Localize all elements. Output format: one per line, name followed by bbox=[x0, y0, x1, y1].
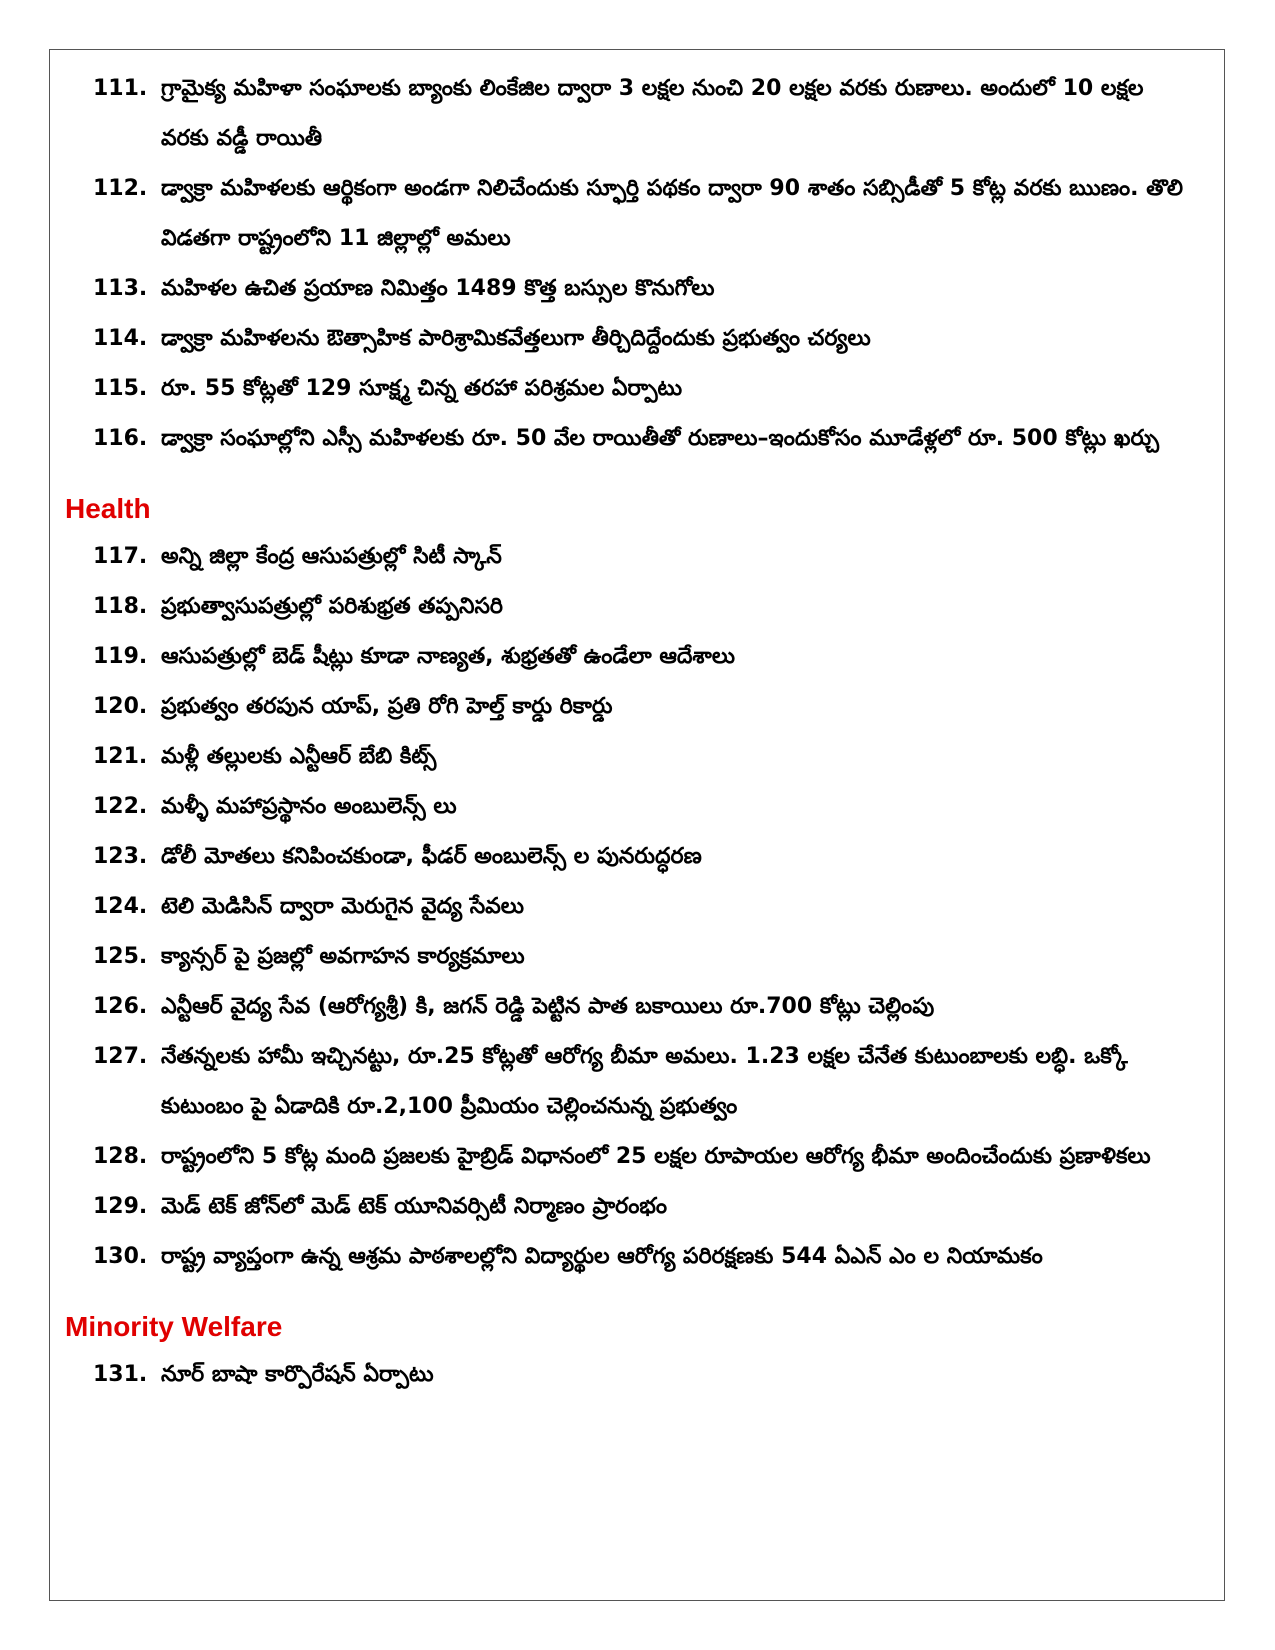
list-item bbox=[65, 832, 1185, 882]
item-text: డ్వాక్రా మహిళలను ఔత్సాహిక పారిశ్రామికవేత్తలుగా తీర్చిదిద్దేందుకు ప్రభుత్వం చర్యలు bbox=[161, 326, 871, 351]
item-number: 126. bbox=[93, 994, 148, 1019]
list-item bbox=[65, 164, 1185, 264]
item-text: డోలీ మోతలు కనిపించకుండా, ఫీడర్ అంబులెన్స్ ల పునరుద్ధరణ bbox=[161, 844, 702, 869]
list-item bbox=[65, 1350, 1185, 1400]
list-minority-welfare bbox=[65, 1350, 1185, 1400]
list-item bbox=[65, 932, 1185, 982]
list-item bbox=[65, 682, 1185, 732]
item-text: ఆసుపత్రుల్లో బెడ్ షీట్లు కూడా నాణ్యత, శుభ్రతతో ఉండేలా ఆదేశాలు bbox=[161, 644, 736, 669]
item-text: రాష్ట్ర వ్యాప్తంగా ఉన్న ఆశ్రమ పాఠశాలల్లోని విద్యార్థుల ఆరోగ్య పరిరక్షణకు 544 ఏఎన్ ఎం ల నియామకం bbox=[161, 1244, 1043, 1269]
list-item bbox=[65, 64, 1185, 164]
item-text: ఎన్టీఆర్ వైద్య సేవ (ఆరోగ్యశ్రీ) కి, జగన్ రెడ్డి పెట్టిన పాత బకాయిలు రూ.700 కోట్లు చెల్లింపు bbox=[161, 994, 935, 1019]
item-text: అన్ని జిల్లా కేంద్ర ఆసుపత్రుల్లో సిటీ స్కాన్ bbox=[161, 544, 502, 569]
list-item bbox=[65, 1232, 1185, 1282]
item-number: 121. bbox=[93, 744, 148, 769]
list-health bbox=[65, 532, 1185, 1282]
item-text: డ్వాక్రా సంఘాల్లోని ఎస్సీ మహిళలకు రూ. 50 వేల రాయితీతో రుణాలు–ఇందుకోసం మూడేళ్లలో రూ. 500 కోట్లు ఖర్చు bbox=[161, 426, 1160, 451]
item-text: నేతన్నలకు హామీ ఇచ్చినట్టు, రూ.25 కోట్లతో ఆరోగ్య బీమా అమలు. 1.23 లక్షల చేనేత కుటుంబాలకు లబ్ధి. ఒక్కో కుటుంబం పై ఏడాదికి రూ.2,100 ప్రీమియం చెల్లించనున్న ప్రభుత్వం bbox=[161, 1044, 1128, 1119]
item-text: ప్రభుత్వాసుపత్రుల్లో పరిశుభ్రత తప్పనిసరి bbox=[161, 594, 503, 619]
item-text: డ్వాక్రా మహిళలకు ఆర్థికంగా అండగా నిలిచేందుకు స్ఫూర్తి పథకం ద్వారా 90 శాతం సబ్సిడీతో 5 కోట్ల వరకు ఋణం. తొలి విడతగా రాష్ట్రంలోని 11 జిల్లాల్లో అమలు bbox=[161, 176, 1184, 251]
item-number: 131. bbox=[93, 1362, 148, 1387]
item-number: 123. bbox=[93, 844, 148, 869]
item-text: ప్రభుత్వం తరపున యాప్, ప్రతి రోగి హెల్త్ కార్డు రికార్డు bbox=[161, 694, 613, 719]
list-item bbox=[65, 882, 1185, 932]
list-item bbox=[65, 364, 1185, 414]
item-number: 111. bbox=[93, 76, 148, 101]
section-heading-health: Health bbox=[65, 493, 151, 524]
list-item bbox=[65, 532, 1185, 582]
section-heading-minority-welfare: Minority Welfare bbox=[65, 1311, 283, 1342]
item-number: 115. bbox=[93, 376, 148, 401]
list-item bbox=[65, 782, 1185, 832]
item-number: 117. bbox=[93, 544, 148, 569]
item-number: 112. bbox=[93, 176, 148, 201]
item-text: మహిళల ఉచిత ప్రయాణ నిమిత్తం 1489 కొత్త బస్సుల కొనుగోలు bbox=[161, 276, 715, 301]
section-spacer bbox=[65, 1282, 1185, 1304]
list-item bbox=[65, 732, 1185, 782]
list-item bbox=[65, 982, 1185, 1032]
item-text: మళ్ళీ మహాప్రస్థానం అంబులెన్స్ లు bbox=[161, 794, 457, 819]
item-number: 122. bbox=[93, 794, 148, 819]
list-item bbox=[65, 582, 1185, 632]
item-number: 124. bbox=[93, 894, 148, 919]
section-spacer bbox=[65, 464, 1185, 486]
list-item bbox=[65, 632, 1185, 682]
list-item bbox=[65, 1132, 1185, 1182]
item-text: గ్రామైక్య మహిళా సంఘాలకు బ్యాంకు లింకేజిల ద్వారా 3 లక్షల నుంచి 20 లక్షల వరకు రుణాలు. అందులో 10 లక్షల వరకు వడ్డీ రాయితీ bbox=[161, 76, 1144, 151]
list-item bbox=[65, 414, 1185, 464]
item-number: 114. bbox=[93, 326, 148, 351]
item-text: నూర్ బాషా కార్పొరేషన్ ఏర్పాటు bbox=[161, 1362, 434, 1387]
list-women-welfare bbox=[65, 64, 1185, 464]
item-number: 130. bbox=[93, 1244, 148, 1269]
list-item bbox=[65, 1032, 1185, 1132]
document-body bbox=[65, 64, 1185, 1400]
item-number: 127. bbox=[93, 1044, 148, 1069]
item-text: టెలి మెడిసిన్ ద్వారా మెరుగైన వైద్య సేవలు bbox=[161, 894, 525, 919]
item-text: మెడ్ టెక్ జోన్‌లో మెడ్ టెక్ యూనివర్సిటీ నిర్మాణం ప్రారంభం bbox=[161, 1194, 668, 1219]
item-number: 119. bbox=[93, 644, 148, 669]
item-text: రాష్ట్రంలోని 5 కోట్ల మంది ప్రజలకు హైబ్రిడ్ విధానంలో 25 లక్షల రూపాయల ఆరోగ్య భీమా అందించేందుకు ప్రణాళికలు bbox=[161, 1144, 1151, 1169]
item-number: 116. bbox=[93, 426, 148, 451]
item-text: రూ. 55 కోట్లతో 129 సూక్ష్మ చిన్న తరహా పరిశ్రమల ఏర్పాటు bbox=[161, 376, 683, 401]
list-item bbox=[65, 264, 1185, 314]
item-number: 113. bbox=[93, 276, 148, 301]
item-number: 129. bbox=[93, 1194, 148, 1219]
list-item bbox=[65, 1182, 1185, 1232]
item-number: 125. bbox=[93, 944, 148, 969]
item-number: 118. bbox=[93, 594, 148, 619]
item-text: మళ్లీ తల్లులకు ఎన్టీఆర్ బేబి కిట్స్ bbox=[161, 744, 437, 769]
item-number: 128. bbox=[93, 1144, 148, 1169]
list-item bbox=[65, 314, 1185, 364]
item-number: 120. bbox=[93, 694, 148, 719]
item-text: క్యాన్సర్ పై ప్రజల్లో అవగాహన కార్యక్రమాలు bbox=[161, 944, 525, 969]
